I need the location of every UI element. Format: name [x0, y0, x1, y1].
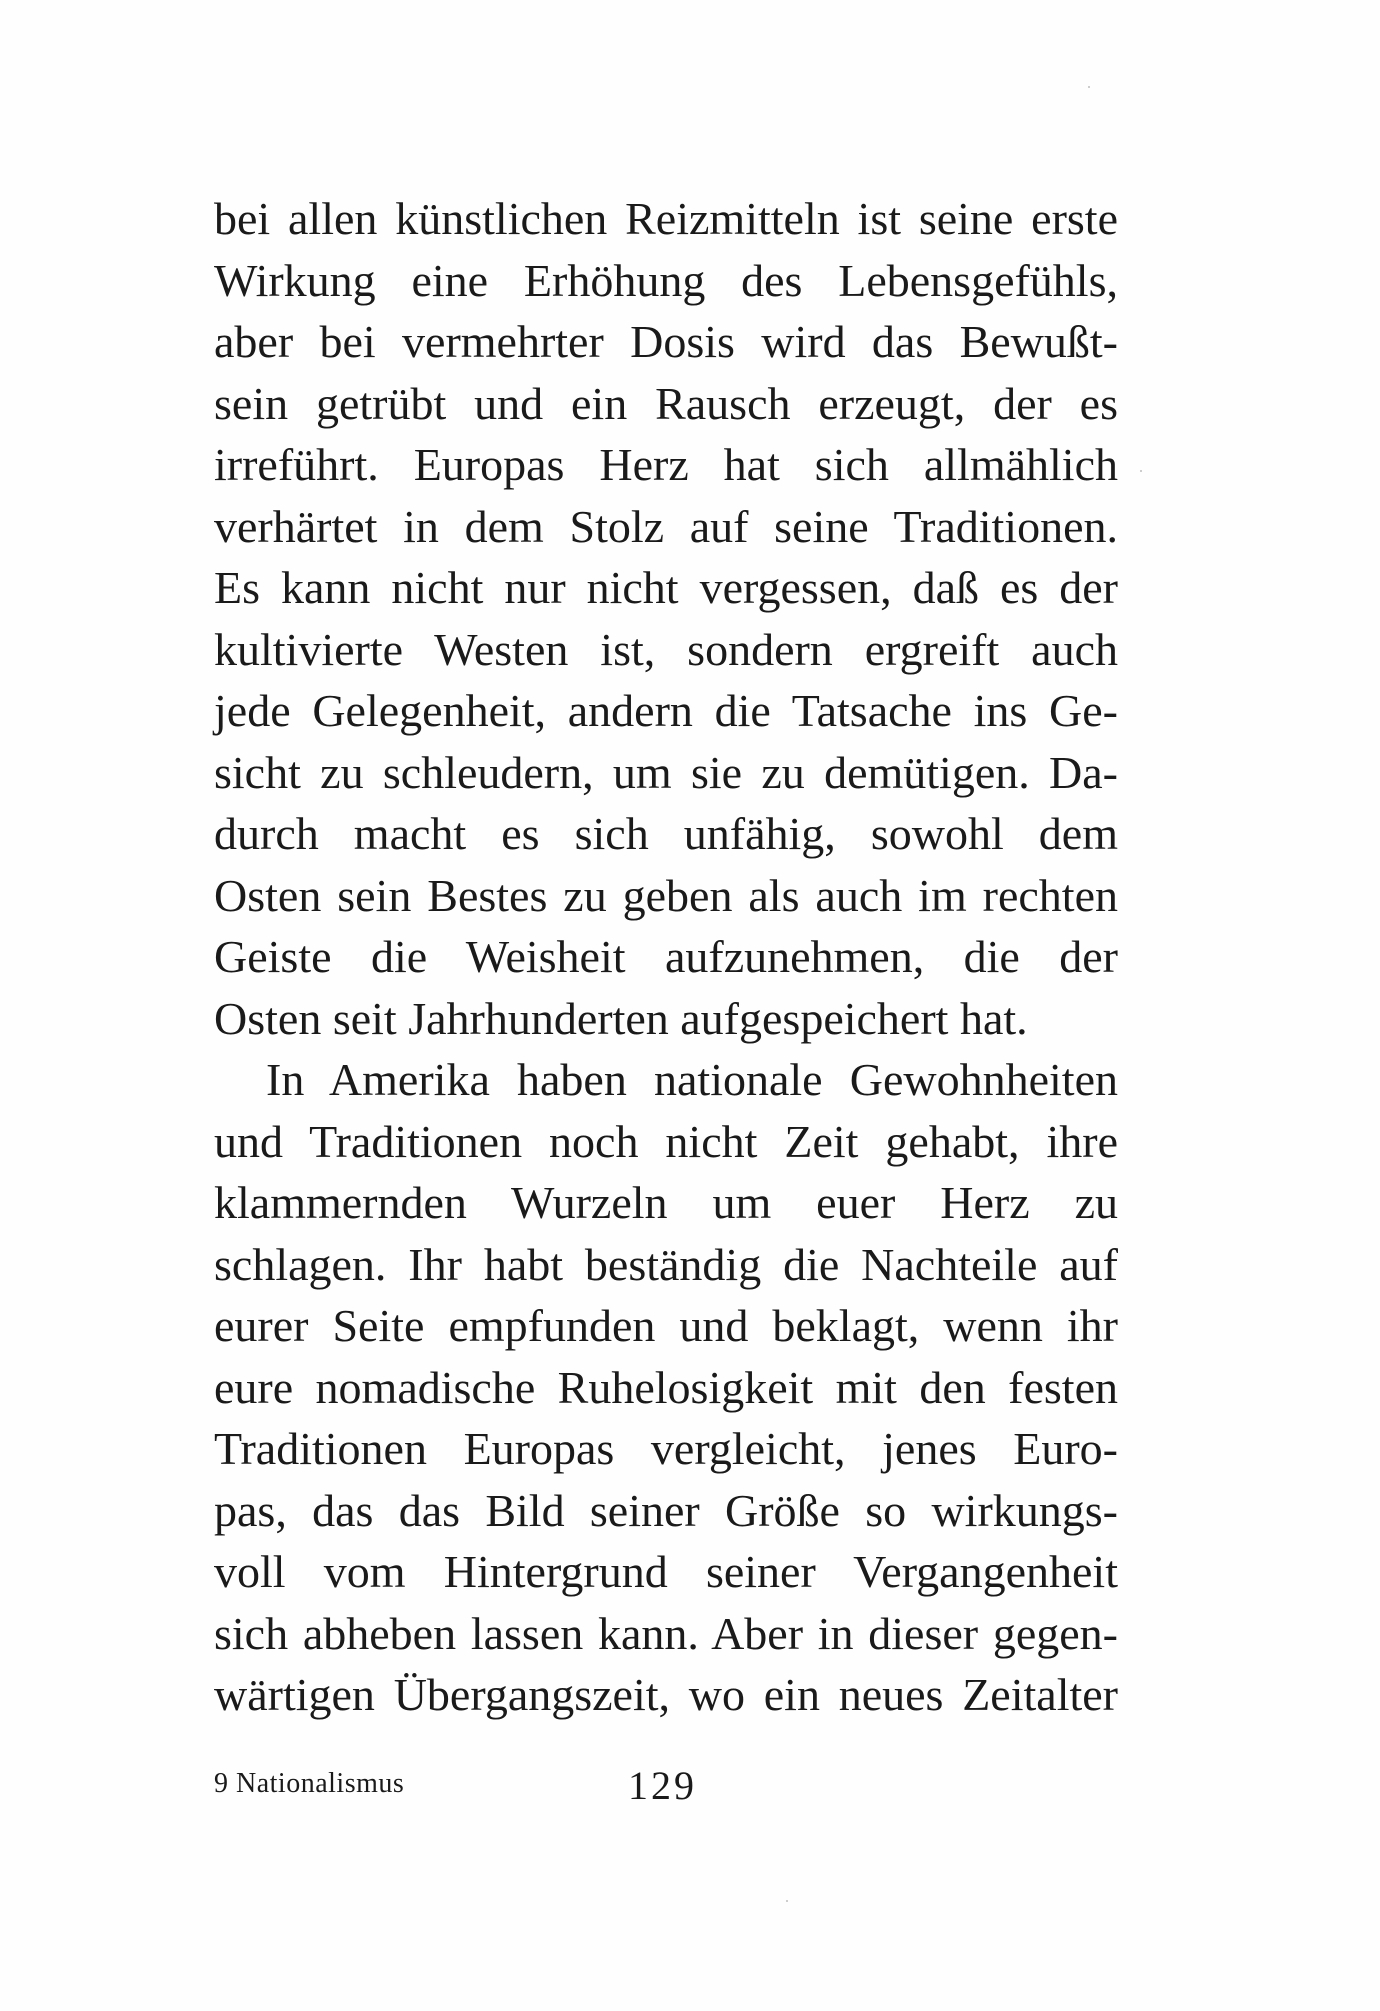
text-line: Wirkung eine Erhöhung des Lebensgefühls,: [214, 254, 1118, 306]
text-line: Es kann nicht nur nicht vergessen, daß es der: [214, 562, 1118, 613]
text-line: kultivierte Westen ist, sondern ergreift auch: [214, 623, 1118, 675]
text-line: sich abheben lassen kann. Aber in dieser gegen-: [214, 1607, 1118, 1659]
text-line: sicht zu schleudern, um sie zu demütigen. Da-: [214, 746, 1118, 798]
text-line: bei allen künstlichen Reizmitteln ist seine erste: [214, 193, 1118, 244]
text-line: verhärtet in dem Stolz auf seine Traditionen.: [214, 500, 1118, 552]
signature-mark: 9 Nationalismus: [214, 1768, 405, 1799]
text-line: aber bei vermehrter Dosis wird das Bewußt-: [214, 316, 1118, 367]
text-line: sein getrübt und ein Rausch erzeugt, der es: [214, 377, 1118, 429]
page-number: 129: [628, 1763, 697, 1808]
text-line: pas, das das Bild seiner Größe so wirkungs-: [214, 1484, 1118, 1536]
body-text: [214, 188, 1118, 1726]
text-line: jede Gelegenheit, andern die Tatsache ins Ge-: [214, 685, 1118, 736]
text-line: Geiste die Weisheit aufzunehmen, die der: [214, 931, 1118, 982]
paper-speck: [1088, 86, 1090, 88]
text-line: voll vom Hintergrund seiner Vergangenheit: [214, 1546, 1118, 1597]
text-line: irreführt. Europas Herz hat sich allmählich: [214, 439, 1118, 490]
text-line: schlagen. Ihr habt beständig die Nachteile auf: [214, 1238, 1118, 1290]
text-line: klammernden Wurzeln um euer Herz zu: [214, 1177, 1118, 1228]
text-line: durch macht es sich unfähig, sowohl dem: [214, 808, 1118, 859]
text-line: Osten sein Bestes zu geben als auch im rechten: [214, 869, 1118, 921]
text-line: und Traditionen noch nicht Zeit gehabt, ihre: [214, 1115, 1118, 1167]
text-line: Osten seit Jahrhunderten aufgespeichert hat.: [214, 992, 1028, 1044]
text-line: wärtigen Übergangszeit, wo ein neues Zeitalter: [214, 1669, 1118, 1720]
paper-speck: [1140, 470, 1142, 472]
paper-speck: [786, 1900, 788, 1902]
text-line: eure nomadische Ruhelosigkeit mit den festen: [214, 1361, 1118, 1413]
text-line: In Amerika haben nationale Gewohnheiten: [266, 1054, 1118, 1105]
text-line: Traditionen Europas vergleicht, jenes Euro-: [214, 1423, 1118, 1474]
page-footer: [214, 1763, 1118, 1808]
text-line: eurer Seite empfunden und beklagt, wenn ihr: [214, 1300, 1118, 1351]
